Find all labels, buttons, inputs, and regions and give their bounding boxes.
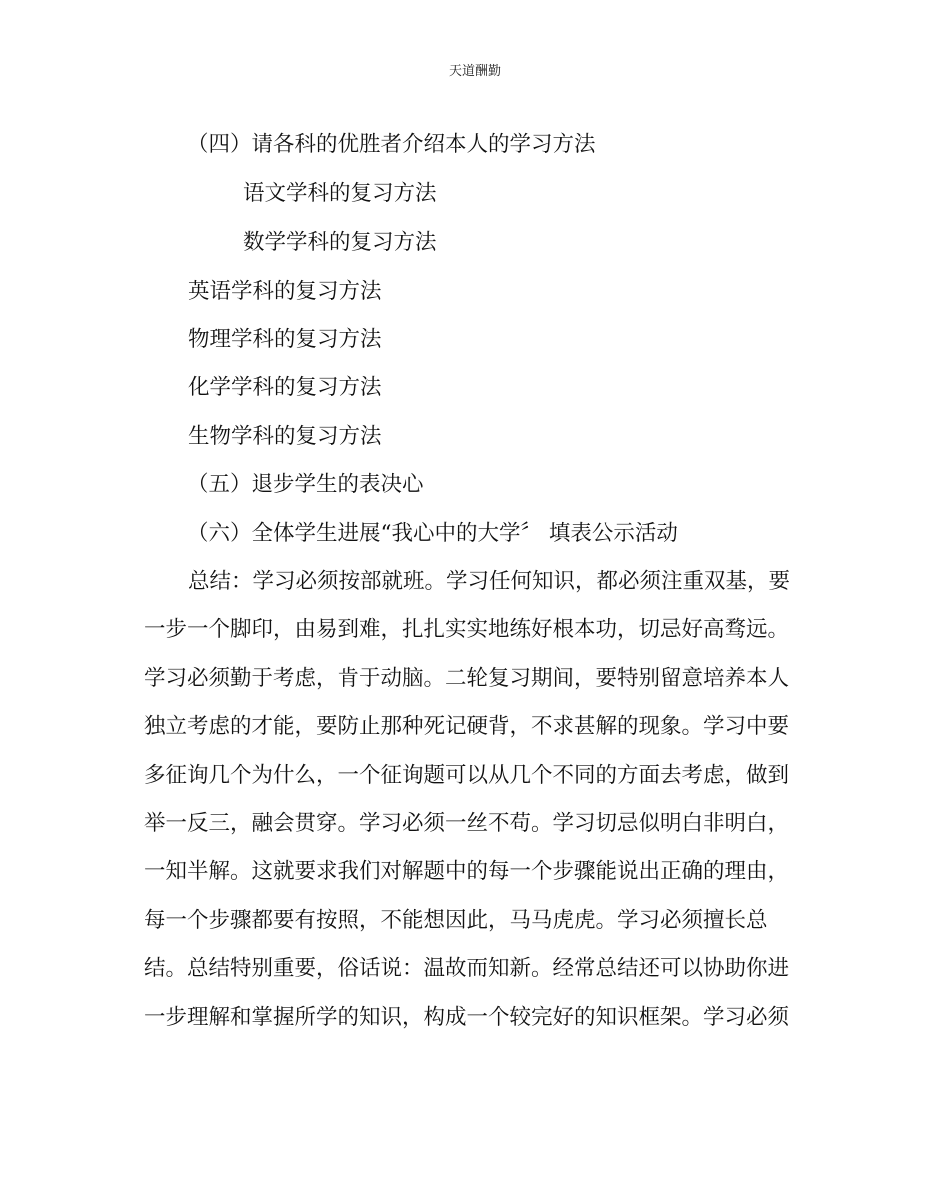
summary-line: 一步理解和掌握所学的知识，构成一个较完好的知识框架。学习必须: [144, 1004, 790, 1030]
list-item-chemistry: 化学学科的复习方法: [188, 375, 382, 400]
summary-line: 学习必须勤于考虑，肯于动脑。二轮复习期间，要特别留意培养本人: [144, 665, 790, 691]
section-heading-6: （六）全体学生进展“我心中的大学〞 填表公示活动: [187, 521, 678, 546]
summary-line: 每一个步骤都要有按照，不能想因此，马马虎虎。学习必须擅长总: [144, 907, 768, 933]
list-item-biology: 生物学科的复习方法: [188, 424, 382, 449]
summary-paragraph: [144, 568, 802, 1052]
summary-line: 举一反三，融会贯穿。学习必须一丝不苟。学习切忌似明白非明白，: [144, 810, 790, 836]
page-header: 天道酬勤: [448, 64, 501, 79]
list-item-english: 英语学科的复习方法: [188, 279, 382, 304]
list-item-chinese: 语文学科的复习方法: [243, 181, 437, 206]
section-heading-5: （五）退步学生的表决心: [187, 472, 424, 497]
summary-line: 独立考虑的才能，要防止那种死记硬背，不求甚解的现象。学习中要: [144, 714, 790, 740]
summary-line: 结。总结特别重要，俗话说：温故而知新。经常总结还可以协助你进: [144, 956, 790, 982]
summary-line: 一知半解。这就要求我们对解题中的每一个步骤能说出正确的理由，: [144, 859, 790, 885]
summary-line: 总结：学习必须按部就班。学习任何知识，都必须注重双基，要: [188, 569, 791, 594]
summary-line: 一步一个脚印，由易到难，扎扎实实地练好根本功，切忌好高骛远。: [144, 617, 790, 643]
list-item-math: 数学学科的复习方法: [243, 230, 437, 255]
list-item-physics: 物理学科的复习方法: [188, 327, 382, 352]
section-heading-4: （四）请各科的优胜者介绍本人的学习方法: [187, 132, 596, 157]
summary-line: 多征询几个为什么，一个征询题可以从几个不同的方面去考虑，做到: [144, 762, 790, 788]
